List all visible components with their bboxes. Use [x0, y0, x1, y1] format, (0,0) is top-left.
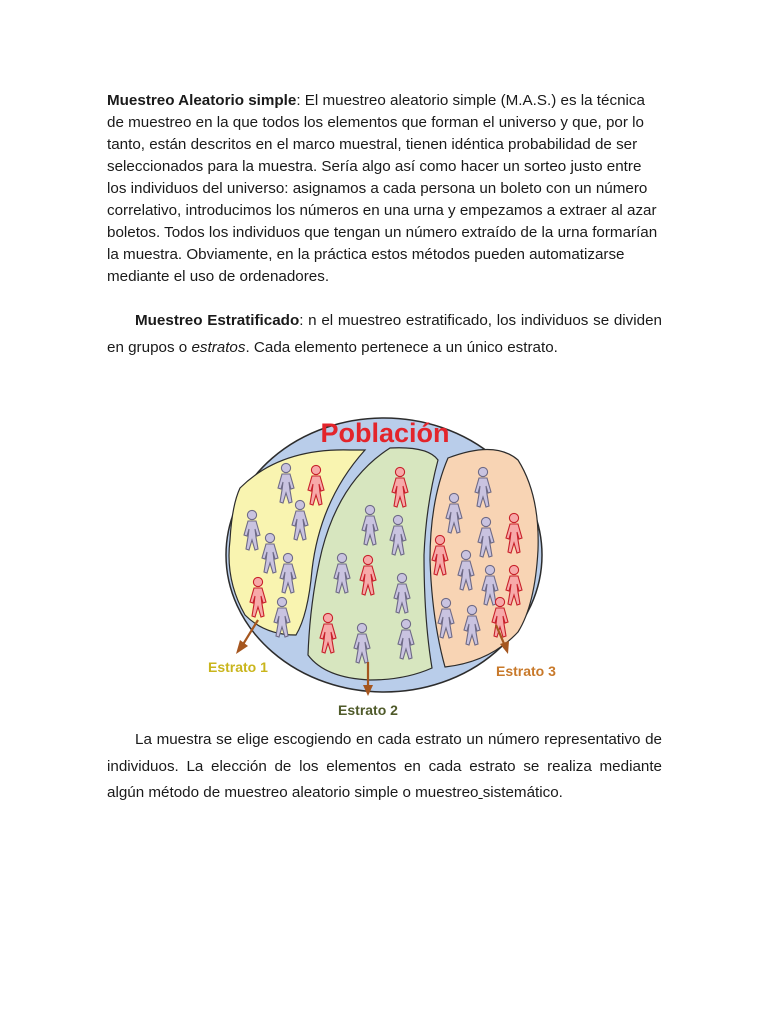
arrow-1-head — [236, 640, 248, 654]
document-body — [107, 90, 662, 361]
emphasis-estratos: estratos — [191, 339, 246, 356]
estrato-3-label: Estrato 3 — [496, 663, 556, 679]
estrato-2-label: Estrato 2 — [338, 702, 398, 718]
paragraph-text: : El muestreo aleatorio simple (M.A.S.) es la técnica de muestreo en la que todos los elementos que forman el universo y que, por lo tanto, están descritos en el marco muestral, tienen idéntica probabilidad de ser seleccionados para la muestra. Sería algo así como hacer un sorteo justo entre los individuos del universo: asignamos a cada persona un boleto con un número correlativo, introducimos los números en una urna y empezamos a extraer al azar boletos. Todos los individuos que tengan un número extraído de la urna formarían la muestra. Obviamente, en la práctica estos métodos pueden automatizarse mediante el uso de ordenadores. — [107, 92, 658, 285]
paragraph-text: : n el muestreo estratificado, los individuos se dividen en grupos o — [107, 312, 662, 356]
heading-muestreo-estratificado: Muestreo Estratificado — [135, 312, 300, 329]
heading-muestreo-aleatorio-simple: Muestreo Aleatorio simple — [107, 92, 297, 109]
paragraph-text: . Cada elemento pertenece a un único estrato. — [245, 339, 558, 356]
paragraph-muestreo-aleatorio-simple — [107, 90, 662, 288]
poblacion-title: Población — [320, 418, 450, 448]
stratified-population-diagram — [200, 410, 580, 730]
estrato-1-label: Estrato 1 — [208, 659, 268, 675]
arrow-estrato-1 — [236, 620, 258, 654]
paragraph-text: sistemático. — [482, 784, 563, 801]
paragraph-muestreo-estratificado — [107, 307, 662, 361]
paragraph-text: La muestra se elige escogiendo en cada estrato un número representativo de individuos. La elección de los elementos en cada estrato se realiza mediante algún método de muestreo aleatorio simple o muestreo — [107, 731, 662, 801]
paragraph-eleccion-muestra — [107, 727, 662, 807]
